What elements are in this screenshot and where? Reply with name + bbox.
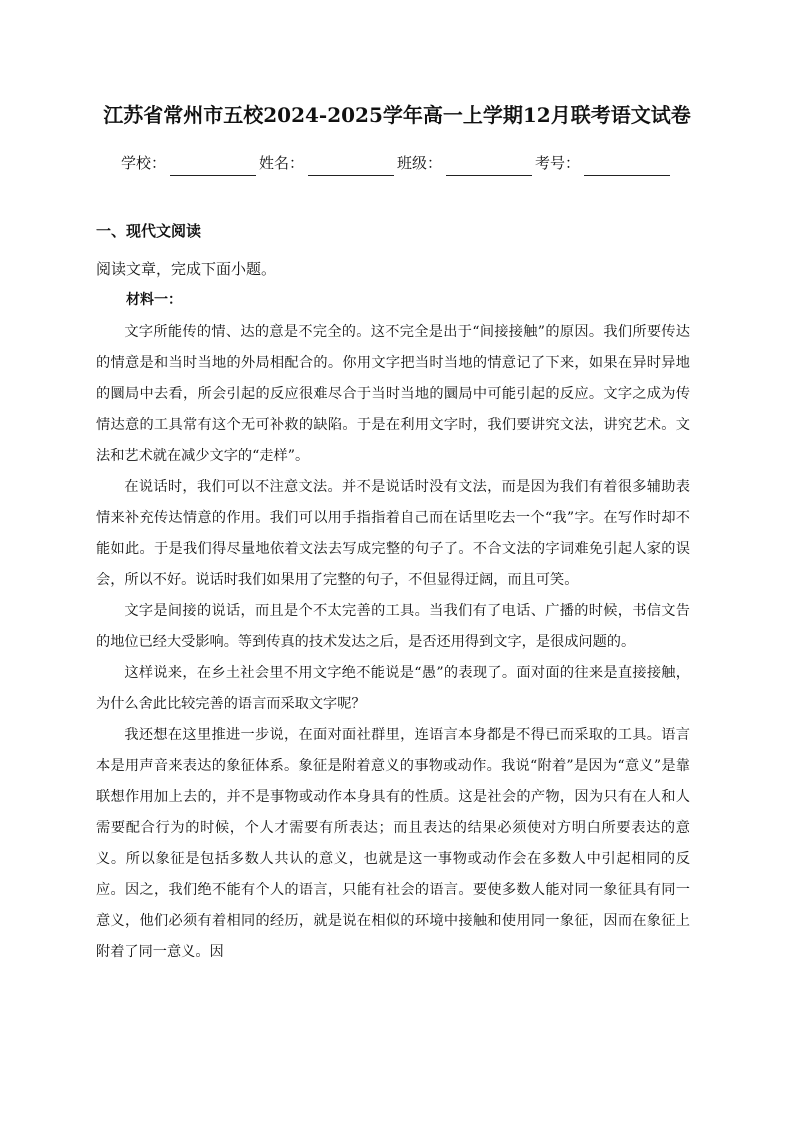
passage-paragraph: 这样说来，在乡土社会里不用文字绝不能说是“愚”的表现了。面对面的往来是直接接触，为什么舍此比较完善的语言而采取文字呢？ (96, 665, 690, 712)
reading-instruction: 阅读文章，完成下面小题。 (96, 260, 277, 278)
class-label: 班级： (397, 154, 443, 172)
name-blank[interactable] (308, 157, 394, 176)
name-field (259, 150, 397, 176)
school-blank[interactable] (170, 157, 256, 176)
school-field (121, 150, 259, 176)
passage-paragraph: 在说话时，我们可以不注意文法。并不是说话时没有文法，而是因为我们有着很多辅助表情来补充传达情意的作用。我们可以用手指指着自己而在话里吃去一个“我”字。在写作时却不能如此。于是我们得尽量地依着文法去写成完整的句子了。不合文法的字词难免引起人家的误会，所以不好。说话时我们如果用了完整的句子，不但显得迂阔，而且可笑。 (96, 479, 690, 588)
number-field (535, 150, 673, 176)
passage-paragraph: 文字是间接的说话，而且是个不太完善的工具。当我们有了电话、广播的时候，书信文告的地位已经大受影响。等到传真的技术发达之后，是否还用得到文字，是很成问题的。 (96, 603, 690, 650)
passage-body (96, 317, 690, 968)
student-info-row (0, 150, 794, 176)
number-label: 考号： (535, 154, 581, 172)
exam-title: 江苏省常州市五校2024-2025学年高一上学期12月联考语文试卷 (103, 103, 691, 127)
section-heading: 一、现代文阅读 (96, 222, 202, 240)
class-blank[interactable] (446, 157, 532, 176)
passage-paragraph: 我还想在这里推进一步说，在面对面社群里，连语言本身都是不得已而采取的工具。语言本是用声音来表达的象征体系。象征是附着意义的事物或动作。我说“附着”是因为“意义”是靠联想作用加上去的，并不是事物或动作本身具有的性质。这是社会的产物，因为只有在人和人需要配合行为的时候，个人才需要有所表达；而且表达的结果必须使对方明白所要表达的意义。所以象征是包括多数人共认的意义，也就是这一事物或动作会在多数人中引起相同的反应。因之，我们绝不能有个人的语言，只能有社会的语言。要使多数人能对同一象征具有同一意义，他们必须有着相同的经历，就是说在相似的环境中接触和使用同一象征，因而在象征上附着了同一意义。因 (96, 727, 690, 960)
name-label: 姓名： (258, 154, 304, 172)
number-blank[interactable] (584, 157, 670, 176)
class-field (397, 150, 535, 176)
material-label: 材料一： (126, 292, 182, 308)
school-label: 学校： (120, 154, 166, 172)
passage-paragraph: 文字所能传的情、达的意是不完全的。这不完全是出于“间接接触”的原因。我们所要传达的情意是和当时当地的外局相配合的。你用文字把当时当地的情意记了下来，如果在异时异地的圜局中去看，所会引起的反应很难尽合于当时当地的圜局中可能引起的反应。文字之成为传情达意的工具常有这个无可补救的缺陷。于是在利用文字时，我们要讲究文法，讲究艺术。文法和艺术就在减少文字的“走样”。 (96, 324, 690, 464)
